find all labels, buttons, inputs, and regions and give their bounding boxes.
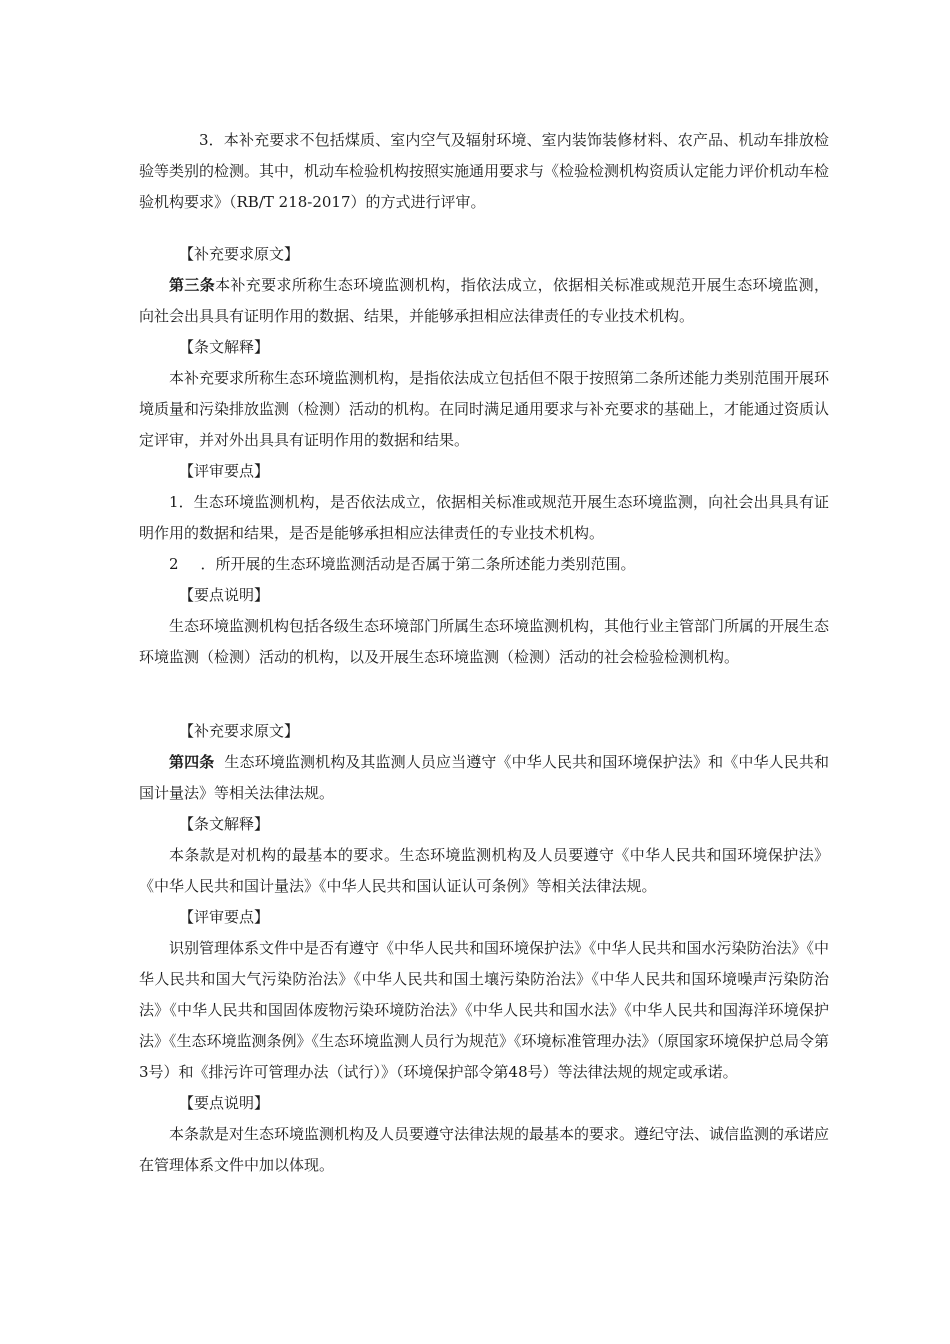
review-item-2: 2 ．所开展的生态环境监测活动是否属于第二条所述能力类别范围。 [169, 555, 636, 573]
review-points-heading: 【评审要点】 [179, 908, 270, 926]
item-text: ．本补充要求不包括煤质、室内空气及辐射环境、室内装饰装修材料、农产品、机动车排放检验等类别的检测。其中，机动车检验机构按照实施通用要求与《检验检测机构资质认定能力评价机动车检验机构要求》（RB/T 218-2017）的方式进行评审。 [139, 131, 830, 211]
interpretation-heading: 【条文解释】 [179, 815, 270, 833]
article-text: 本补充要求所称生态环境监测机构，指依法成立，依据相关标准或规范开展生态环境监测，向社会出具具有证明作用的数据、结果，并能够承担相应法律责任的专业技术机构。 [139, 276, 829, 325]
item-number: 3 [199, 131, 209, 149]
notes-text: 生态环境监测机构包括各级生态环境部门所属生态环境监测机构，其他行业主管部门所属的开展生态环境监测（检测）活动的机构，以及开展生态环境监测（检测）活动的社会检验检测机构。 [139, 617, 830, 666]
notes-heading: 【要点说明】 [179, 586, 270, 604]
article-3-paragraph [139, 270, 829, 332]
review-item-1: 1．生态环境监测机构，是否依法成立，依据相关标准或规范开展生态环境监测，向社会出具具有证明作用的数据和结果，是否是能够承担相应法律责任的专业技术机构。 [139, 493, 829, 542]
article-label: 第四条 [169, 753, 215, 771]
interpretation-heading: 【条文解释】 [179, 338, 270, 356]
article-label: 第三条 [169, 276, 216, 294]
notes-text: 本条款是对生态环境监测机构及人员要遵守法律法规的最基本的要求。遵纪守法、诚信监测的承诺应在管理体系文件中加以体现。 [139, 1125, 830, 1174]
original-text-heading: 【补充要求原文】 [179, 245, 300, 263]
article-text: 生态环境监测机构及其监测人员应当遵守《中华人民共和国环境保护法》和《中华人民共和国计量法》等相关法律法规。 [139, 753, 829, 802]
section-article-3 [139, 239, 829, 673]
review-text: 识别管理体系文件中是否有遵守《中华人民共和国环境保护法》《中华人民共和国水污染防治法》《中华人民共和国大气污染防治法》《中华人民共和国土壤污染防治法》《中华人民共和国环境噪声污染防治法》《中华人民共和国固体废物污染环境防治法》《中华人民共和国水法》《中华人民共和国海洋环境保护法》《生态环境监测条例》《生态环境监测人员行为规范》《环境标准管理办法》（原国家环境保护总局令第3号）和《排污许可管理办法（试行）》（环境保护部令第48号）等法律法规的规定或承诺。 [139, 939, 830, 1081]
notes-heading: 【要点说明】 [179, 1094, 270, 1112]
article-4-paragraph [139, 747, 829, 809]
section-article-4 [139, 716, 829, 1181]
interpretation-text: 本条款是对机构的最基本的要求。生态环境监测机构及人员要遵守《中华人民共和国环境保护法》《中华人民共和国计量法》《中华人民共和国认证认可条例》等相关法律法规。 [139, 846, 829, 895]
interpretation-text: 本补充要求所称生态环境监测机构，是指依法成立包括但不限于按照第二条所述能力类别范围开展环境质量和污染排放监测（检测）活动的机构。在同时满足通用要求与补充要求的基础上，才能通过资质认定评审，并对外出具具有证明作用的数据和结果。 [139, 369, 830, 449]
review-points-heading: 【评审要点】 [179, 462, 270, 480]
item-3 [139, 125, 829, 218]
original-text-heading: 【补充要求原文】 [179, 722, 300, 740]
